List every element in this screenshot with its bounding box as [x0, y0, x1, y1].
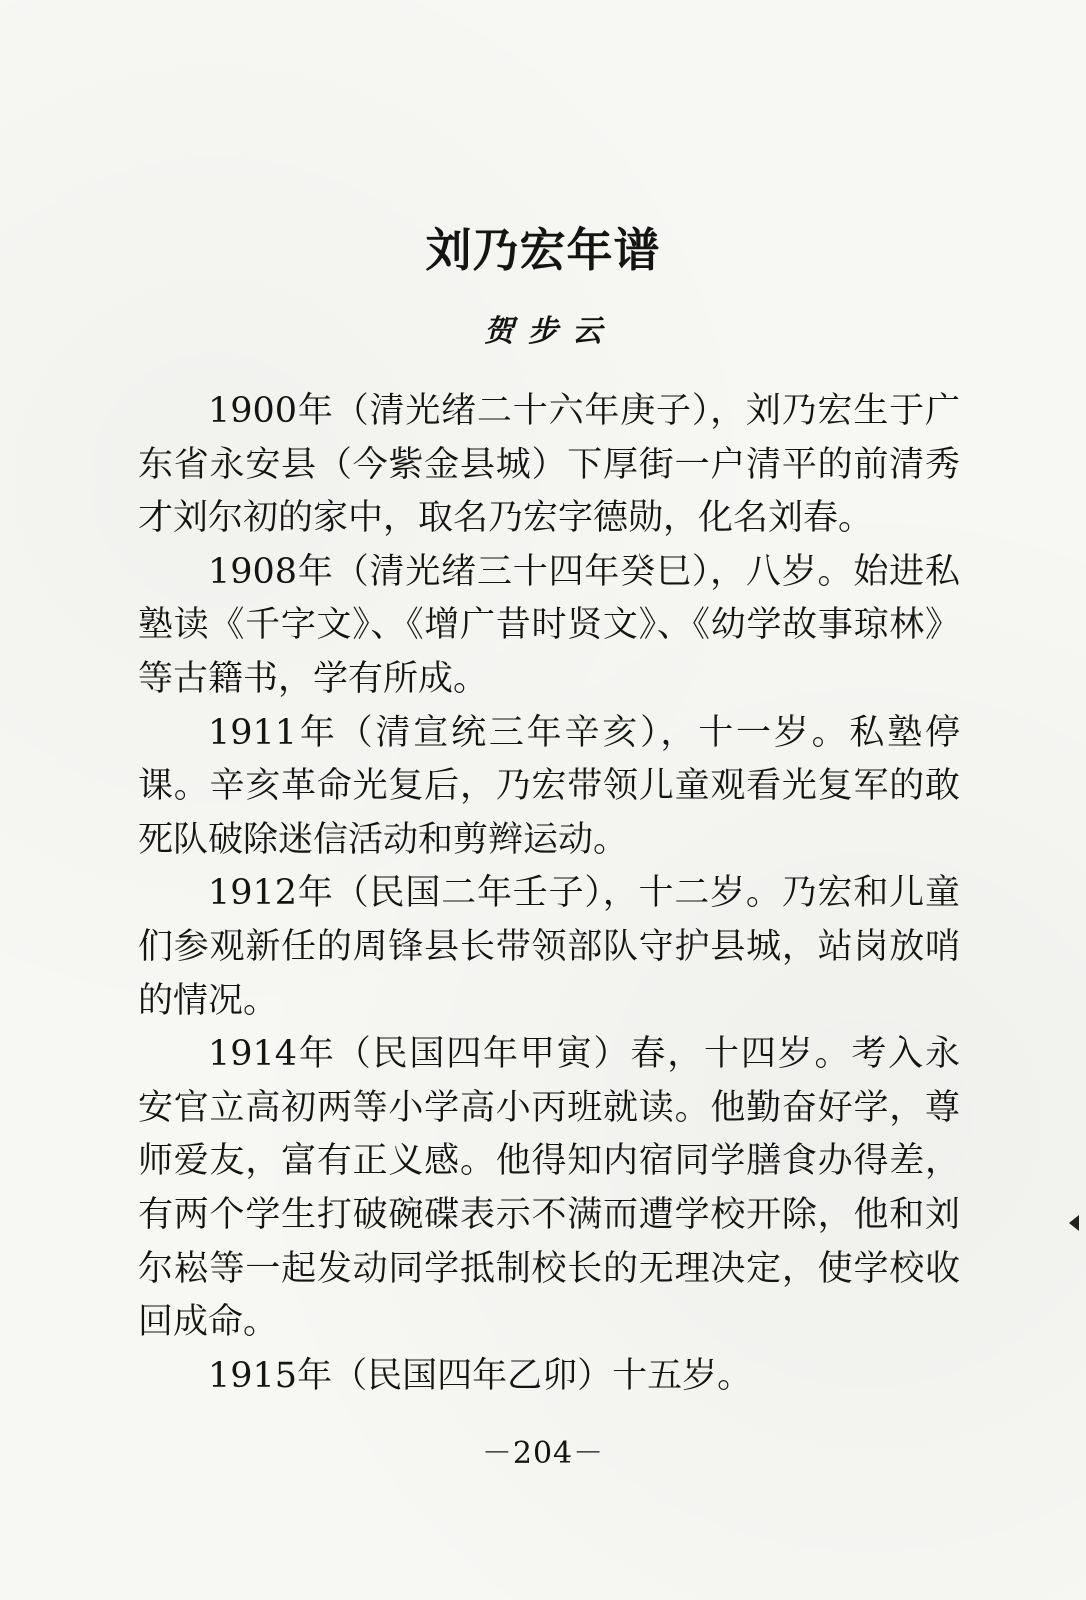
author-name: 贺步云: [484, 314, 616, 349]
entry-1915: 1915年（民国四年乙卯）十五岁。: [208, 1355, 753, 1396]
chronology-body: [138, 385, 960, 1403]
entry-1914: 1914年（民国四年甲寅）春，十四岁。考入永安官立高初两等小学高小丙班就读。他勤奋好学，尊师爱友，富有正义感。他得知内宿同学膳食办得差，有两个学生打破碗碟表示不满而遭学校开除，他和刘尔崧等一起发动同学抵制校长的无理决定，使学校收回成命。: [138, 1034, 960, 1343]
entry-1908: 1908年（清光绪三十四年癸巳），八岁。始进私塾读《千字文》、《增广昔时贤文》、《幼学故事琼林》等古籍书，学有所成。: [138, 551, 960, 699]
entry-1911: 1911年（清宣统三年辛亥），十一岁。私塾停课。辛亥革命光复后，乃宏带领儿童观看光复军的敢死队破除迷信活动和剪辫运动。: [138, 712, 960, 860]
entry-1900: 1900年（清光绪二十六年庚子），刘乃宏生于广东省永安县（今紫金县城）下厚街一户清平的前清秀才刘尔初的家中，取名乃宏字德勋，化名刘春。: [138, 391, 960, 539]
margin-arrow-mark: [1069, 1215, 1079, 1231]
page-number: －204－: [481, 1436, 605, 1471]
page-title: 刘乃宏年谱: [425, 223, 661, 277]
entry-1912: 1912年（民国二年壬子），十二岁。乃宏和儿童们参观新任的周锋县长带领部队守护县城，站岗放哨的情况。: [138, 873, 960, 1021]
